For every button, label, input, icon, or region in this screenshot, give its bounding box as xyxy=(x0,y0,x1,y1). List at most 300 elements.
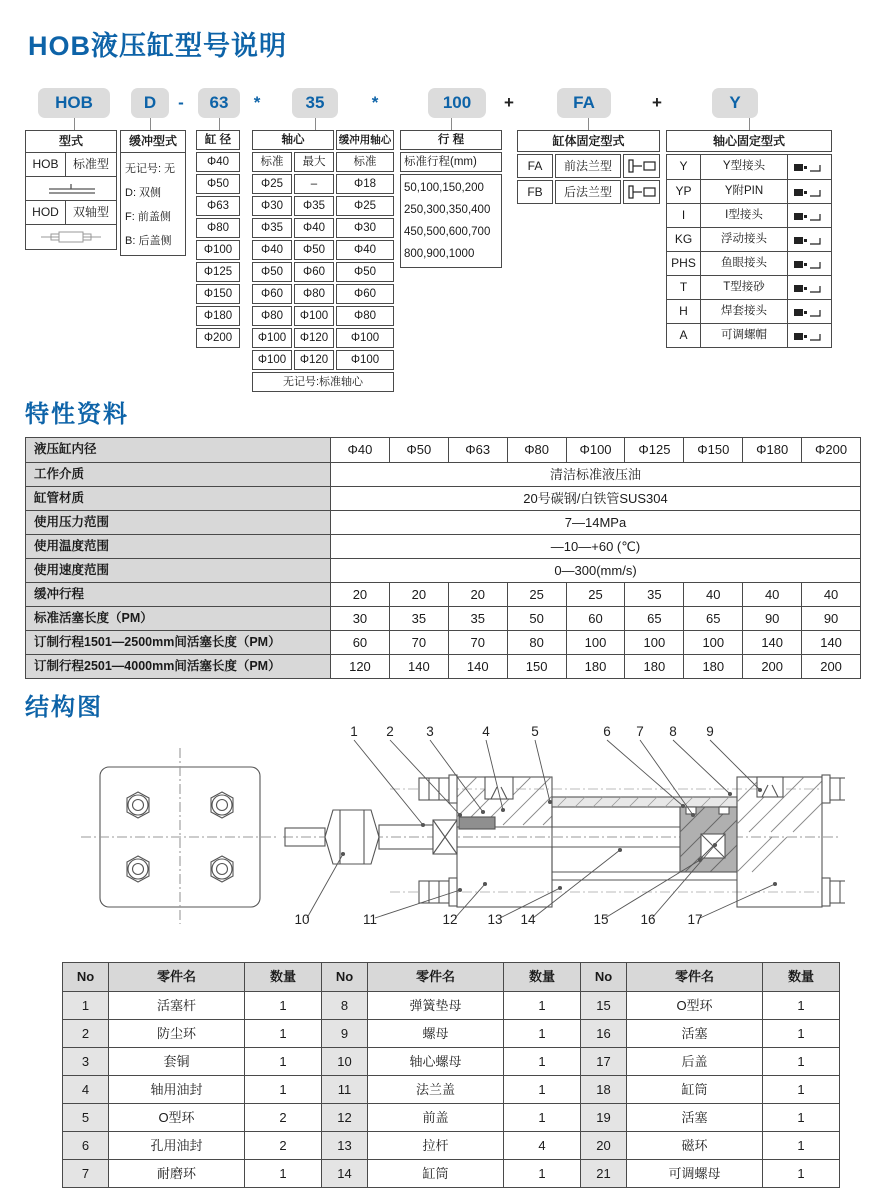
part-name: 螺母 xyxy=(368,1020,504,1047)
part-qty: 1 xyxy=(797,1054,805,1069)
part-name: 缸筒 xyxy=(368,1160,504,1187)
bore-value: Φ63 xyxy=(196,196,240,216)
part-callout: 4 xyxy=(482,724,490,739)
spec-value: 20 xyxy=(389,583,448,606)
parts-col-name: 零件名 xyxy=(627,963,763,991)
parts-row xyxy=(63,1131,321,1159)
parts-row xyxy=(63,1047,321,1075)
spec-value: 100 xyxy=(624,631,683,654)
shaft-row xyxy=(252,218,394,238)
shaft-table xyxy=(252,130,394,392)
parts-row xyxy=(63,1103,321,1131)
bore-value: Φ40 xyxy=(196,152,240,172)
parts-row xyxy=(581,1075,839,1103)
part-name: O型环 xyxy=(109,1104,245,1131)
shaft-standard: Φ60 xyxy=(252,284,292,304)
spec-value: Φ180 xyxy=(742,438,801,462)
shaft-fix-row xyxy=(667,299,831,323)
part-qty: 1 xyxy=(538,1026,546,1041)
shaft-row xyxy=(252,174,394,194)
spec-section-title: 特性资料 xyxy=(25,401,129,428)
spec-value: 60 xyxy=(566,607,625,630)
part-no: 19 xyxy=(581,1104,627,1131)
spec-value: Φ125 xyxy=(624,438,683,462)
spec-row xyxy=(26,558,860,582)
joint-type-icon xyxy=(788,204,831,227)
cushion-type-table xyxy=(120,130,186,256)
joint-type-icon xyxy=(788,276,831,299)
spec-value: 35 xyxy=(448,607,507,630)
part-name: 活塞 xyxy=(627,1020,763,1047)
body-fix-row xyxy=(517,180,660,204)
shaft-table-header: 轴心 xyxy=(252,130,334,150)
spec-value: Φ100 xyxy=(566,438,625,462)
parts-col-qty: 数量 xyxy=(528,969,555,984)
shaft-fix-code: I xyxy=(667,204,701,227)
part-qty: 1 xyxy=(279,1054,287,1069)
model-code-pill-body-fix: FA xyxy=(557,88,611,118)
shaft-fix-row xyxy=(667,227,831,251)
spec-value: 20 xyxy=(352,587,368,602)
type-name: 标准型 xyxy=(72,157,109,171)
part-qty: 1 xyxy=(797,998,805,1013)
model-code-pill-shaft-fix: Y xyxy=(712,88,758,118)
spec-row xyxy=(26,654,860,678)
spec-value: 清洁标准液压油 xyxy=(549,467,641,482)
type-name: 双轴型 xyxy=(72,205,109,219)
spec-row xyxy=(26,462,860,486)
shaft-max: Φ50 xyxy=(294,240,334,260)
parts-row xyxy=(581,991,839,1019)
cushion-table-header: 缓冲型式 xyxy=(121,131,185,153)
spec-value: 40 xyxy=(683,583,742,606)
shaft-fix-table xyxy=(666,130,832,348)
part-no: 3 xyxy=(63,1048,109,1075)
joint-type-icon xyxy=(788,252,831,275)
shaft-fix-row xyxy=(667,179,831,203)
spec-value: Φ50 xyxy=(389,438,448,462)
part-qty: 1 xyxy=(538,1166,546,1181)
part-qty: 1 xyxy=(279,1166,287,1181)
parts-row xyxy=(322,1159,580,1187)
stroke-table-header: 行 程 xyxy=(400,130,502,150)
part-callout: 6 xyxy=(603,724,611,739)
bore-table xyxy=(196,130,240,348)
parts-row xyxy=(581,1131,839,1159)
bore-value: Φ180 xyxy=(196,306,240,326)
spec-value: 180 xyxy=(624,655,683,678)
bore-value: Φ100 xyxy=(196,240,240,260)
part-no: 16 xyxy=(581,1020,627,1047)
part-qty: 1 xyxy=(279,998,287,1013)
spec-value: 25 xyxy=(507,583,566,606)
part-no: 2 xyxy=(63,1020,109,1047)
cushion-shaft-standard: Φ18 xyxy=(336,174,394,194)
parts-row xyxy=(581,1103,839,1131)
parts-row xyxy=(63,1019,321,1047)
shaft-fix-name: 焊套接头 xyxy=(701,300,788,323)
shaft-standard: Φ30 xyxy=(252,196,292,216)
part-no: 14 xyxy=(322,1160,368,1187)
parts-col-no: No xyxy=(322,963,368,991)
part-qty: 1 xyxy=(797,1110,805,1125)
part-name: 孔用油封 xyxy=(109,1132,245,1159)
type-table-header: 型式 xyxy=(26,131,116,153)
spec-table xyxy=(25,437,861,679)
part-callout: 3 xyxy=(426,724,434,739)
part-callout: 5 xyxy=(531,724,539,739)
part-no: 21 xyxy=(581,1160,627,1187)
body-fix-name: 后法兰型 xyxy=(555,180,621,204)
parts-group-1 xyxy=(62,962,322,1188)
part-no: 8 xyxy=(322,992,368,1019)
shaft-standard: Φ35 xyxy=(252,218,292,238)
spec-value: 65 xyxy=(624,607,683,630)
part-qty: 1 xyxy=(797,1026,805,1041)
shaft-table-footnote: 无记号:标准轴心 xyxy=(252,372,394,392)
model-code-separator: - xyxy=(178,93,184,112)
spec-value: 100 xyxy=(566,631,625,654)
shaft-fix-row xyxy=(667,203,831,227)
type-code: HOB xyxy=(26,153,66,176)
part-callout: 7 xyxy=(636,724,644,739)
part-callout: 2 xyxy=(386,724,394,739)
part-qty: 1 xyxy=(797,1166,805,1181)
shaft-standard: Φ25 xyxy=(252,174,292,194)
spec-value: 35 xyxy=(624,583,683,606)
spec-value: 70 xyxy=(389,631,448,654)
part-callout: 10 xyxy=(294,912,310,927)
part-no: 7 xyxy=(63,1160,109,1187)
shaft-max: Φ120 xyxy=(294,350,334,370)
spec-value: 60 xyxy=(352,635,368,650)
hob-standard-cylinder-symbol xyxy=(26,177,116,201)
part-no: 4 xyxy=(63,1076,109,1103)
connector-line xyxy=(150,118,151,130)
model-code-pill-series: HOB xyxy=(38,88,110,118)
shaft-row xyxy=(252,350,394,370)
part-no: 6 xyxy=(63,1132,109,1159)
shaft-fix-row xyxy=(667,155,831,179)
connector-line xyxy=(588,118,589,130)
part-no: 15 xyxy=(581,992,627,1019)
shaft-max: Φ100 xyxy=(294,306,334,326)
part-qty: 1 xyxy=(538,1054,546,1069)
shaft-max: – xyxy=(294,174,334,194)
model-code-separator: * xyxy=(253,93,261,112)
spec-value: 35 xyxy=(389,607,448,630)
stroke-table xyxy=(400,130,502,268)
shaft-subheader: 最大 xyxy=(294,152,334,172)
spec-value: 140 xyxy=(448,655,507,678)
spec-row xyxy=(26,582,860,606)
spec-value: 80 xyxy=(507,631,566,654)
spec-row xyxy=(26,510,860,534)
cushion-shaft-standard: Φ60 xyxy=(336,284,394,304)
part-qty: 1 xyxy=(797,1138,805,1153)
shaft-fix-code: H xyxy=(667,300,701,323)
cushion-shaft-header: 缓冲用轴心 xyxy=(336,130,394,150)
body-fix-header: 缸体固定型式 xyxy=(517,130,660,152)
spec-value: Φ200 xyxy=(801,438,860,462)
model-code-pill-shaft: 35 xyxy=(292,88,338,118)
shaft-fix-code: Y xyxy=(667,155,701,179)
shaft-fix-name: Y型接头 xyxy=(701,155,788,179)
spec-label: 液压缸内径 xyxy=(26,438,331,462)
shaft-max: Φ40 xyxy=(294,218,334,238)
joint-type-icon xyxy=(788,228,831,251)
spec-value: 65 xyxy=(683,607,742,630)
spec-value: Φ63 xyxy=(448,438,507,462)
cylinder-section-view xyxy=(283,775,845,907)
parts-group-3 xyxy=(580,962,840,1188)
shaft-max: Φ80 xyxy=(294,284,334,304)
model-code-separator: + xyxy=(504,93,514,112)
shaft-max: Φ120 xyxy=(294,328,334,348)
cushion-shaft-standard: Φ40 xyxy=(336,240,394,260)
shaft-row xyxy=(252,196,394,216)
connector-line xyxy=(749,118,750,130)
part-name: 活塞杆 xyxy=(109,992,245,1019)
part-callout: 16 xyxy=(640,912,656,927)
spec-value: 100 xyxy=(683,631,742,654)
part-name: 拉杆 xyxy=(368,1132,504,1159)
spec-label: 缓冲行程 xyxy=(26,583,331,606)
shaft-standard: Φ40 xyxy=(252,240,292,260)
body-fix-name: 前法兰型 xyxy=(555,154,621,178)
body-fix-code: FB xyxy=(517,180,553,204)
model-code-pill-cushion: D xyxy=(131,88,169,118)
cushion-option: D: 双侧 xyxy=(125,187,162,199)
part-no: 1 xyxy=(63,992,109,1019)
bore-value: Φ80 xyxy=(196,218,240,238)
shaft-row xyxy=(252,262,394,282)
spec-row xyxy=(26,606,860,630)
spec-value: 70 xyxy=(448,631,507,654)
spec-row xyxy=(26,534,860,558)
part-no: 13 xyxy=(322,1132,368,1159)
type-table xyxy=(25,130,117,250)
stroke-subheader: 标准行程(mm) xyxy=(400,152,502,172)
part-name: 法兰盖 xyxy=(368,1076,504,1103)
part-qty: 1 xyxy=(538,998,546,1013)
spec-value: Φ40 xyxy=(347,442,373,457)
part-name: 缸筒 xyxy=(627,1076,763,1103)
shaft-fix-row xyxy=(667,251,831,275)
spec-label: 使用速度范围 xyxy=(26,559,331,582)
part-callout: 11 xyxy=(362,912,377,927)
spec-value: 20 xyxy=(448,583,507,606)
part-qty: 2 xyxy=(279,1138,287,1153)
bore-value: Φ50 xyxy=(196,174,240,194)
part-no: 5 xyxy=(63,1104,109,1131)
spec-value: 140 xyxy=(801,631,860,654)
body-fix-table xyxy=(517,130,660,204)
shaft-fix-code: PHS xyxy=(667,252,701,275)
body-fix-row xyxy=(517,154,660,178)
joint-type-icon xyxy=(788,180,831,203)
spec-value: 140 xyxy=(742,631,801,654)
part-name: 防尘环 xyxy=(109,1020,245,1047)
part-name: O型环 xyxy=(627,992,763,1019)
stroke-values: 50,100,150,200 xyxy=(404,182,484,194)
model-code-pill-stroke: 100 xyxy=(428,88,486,118)
spec-row xyxy=(26,438,860,462)
structure-section-title: 结构图 xyxy=(25,694,103,721)
bore-value: Φ200 xyxy=(196,328,240,348)
spec-value: 150 xyxy=(507,655,566,678)
cushion-shaft-standard: Φ50 xyxy=(336,262,394,282)
part-name: 套铜 xyxy=(109,1048,245,1075)
part-qty: 1 xyxy=(279,1082,287,1097)
part-name: 可调螺母 xyxy=(627,1160,763,1187)
parts-row xyxy=(63,1159,321,1187)
cushion-option: F: 前盖侧 xyxy=(125,211,171,223)
connector-line xyxy=(315,118,316,130)
part-no: 10 xyxy=(322,1048,368,1075)
spec-value: 40 xyxy=(742,583,801,606)
cushion-option: 无记号: 无 xyxy=(125,163,176,175)
spec-value: Φ150 xyxy=(683,438,742,462)
shaft-fix-name: Y附PIN xyxy=(701,180,788,203)
spec-value: 140 xyxy=(389,655,448,678)
shaft-standard: Φ100 xyxy=(252,328,292,348)
spec-value: 180 xyxy=(566,655,625,678)
spec-value: 200 xyxy=(801,655,860,678)
flange-mount-icon xyxy=(623,154,660,178)
shaft-standard: Φ80 xyxy=(252,306,292,326)
shaft-standard: Φ100 xyxy=(252,350,292,370)
parts-row xyxy=(581,1047,839,1075)
spec-value: 25 xyxy=(566,583,625,606)
page-title: HOB液压缸型号说明 xyxy=(28,31,287,61)
stroke-values: 450,500,600,700 xyxy=(404,226,491,238)
shaft-standard: Φ50 xyxy=(252,262,292,282)
part-callout: 12 xyxy=(442,912,458,927)
type-code: HOD xyxy=(26,201,66,224)
shaft-fix-name: 浮动接头 xyxy=(701,228,788,251)
spec-label: 工作介质 xyxy=(26,463,331,486)
model-code-separator: * xyxy=(371,93,379,112)
spec-value: 90 xyxy=(742,607,801,630)
cushion-shaft-standard: Φ25 xyxy=(336,196,394,216)
cushion-shaft-standard: Φ80 xyxy=(336,306,394,326)
spec-value: 90 xyxy=(801,607,860,630)
part-callout: 1 xyxy=(350,724,358,739)
shaft-max: Φ35 xyxy=(294,196,334,216)
flange-front-view xyxy=(81,748,279,924)
shaft-max: Φ60 xyxy=(294,262,334,282)
part-qty: 1 xyxy=(279,1026,287,1041)
spec-value: —10—+60 (℃) xyxy=(550,539,641,554)
shaft-fix-row xyxy=(667,323,831,347)
bore-table-header: 缸 径 xyxy=(196,130,240,150)
part-no: 17 xyxy=(581,1048,627,1075)
part-name: 轴用油封 xyxy=(109,1076,245,1103)
shaft-row xyxy=(252,328,394,348)
part-name: 磁环 xyxy=(627,1132,763,1159)
parts-row xyxy=(322,991,580,1019)
spec-value: Φ80 xyxy=(507,438,566,462)
stroke-values: 800,900,1000 xyxy=(404,248,475,260)
shaft-subheader: 标准 xyxy=(252,152,292,172)
spec-value: 30 xyxy=(352,611,368,626)
shaft-row xyxy=(252,240,394,260)
joint-type-icon xyxy=(788,324,831,347)
structure-diagram xyxy=(35,722,845,957)
spec-value: 180 xyxy=(683,655,742,678)
parts-col-name: 零件名 xyxy=(368,963,504,991)
part-name: 前盖 xyxy=(368,1104,504,1131)
bore-value: Φ125 xyxy=(196,262,240,282)
shaft-fix-name: 鱼眼接头 xyxy=(701,252,788,275)
bore-value: Φ150 xyxy=(196,284,240,304)
cushion-shaft-standard: Φ100 xyxy=(336,328,394,348)
part-name: 弹簧垫母 xyxy=(368,992,504,1019)
joint-type-icon xyxy=(788,155,831,179)
parts-col-no: No xyxy=(63,963,109,991)
parts-col-qty: 数量 xyxy=(787,969,814,984)
part-name: 轴心螺母 xyxy=(368,1048,504,1075)
model-code-separator: + xyxy=(652,93,662,112)
parts-row xyxy=(322,1019,580,1047)
connector-line xyxy=(219,118,220,130)
shaft-row xyxy=(252,306,394,326)
spec-label: 标准活塞长度（PM） xyxy=(26,607,331,630)
spec-value: 7—14MPa xyxy=(564,515,627,530)
joint-type-icon xyxy=(788,300,831,323)
part-qty: 1 xyxy=(797,1082,805,1097)
part-no: 18 xyxy=(581,1076,627,1103)
parts-row xyxy=(322,1075,580,1103)
shaft-fix-code: YP xyxy=(667,180,701,203)
spec-label: 使用温度范围 xyxy=(26,535,331,558)
parts-row xyxy=(322,1131,580,1159)
shaft-fix-row xyxy=(667,275,831,299)
parts-row xyxy=(322,1047,580,1075)
parts-row xyxy=(63,991,321,1019)
stroke-values: 250,300,350,400 xyxy=(404,204,491,216)
shaft-row xyxy=(252,284,394,304)
spec-row xyxy=(26,486,860,510)
connector-line xyxy=(451,118,452,130)
connector-line xyxy=(74,118,75,130)
spec-value: 40 xyxy=(801,583,860,606)
part-qty: 4 xyxy=(538,1138,546,1153)
parts-col-qty: 数量 xyxy=(269,969,296,984)
spec-label: 缸管材质 xyxy=(26,487,331,510)
shaft-fix-code: T xyxy=(667,276,701,299)
spec-label: 订制行程2501—4000mm间活塞长度（PM） xyxy=(26,655,331,678)
part-no: 11 xyxy=(322,1076,368,1103)
parts-row xyxy=(322,1103,580,1131)
shaft-fix-name: I型接头 xyxy=(701,204,788,227)
spec-value: 50 xyxy=(507,607,566,630)
parts-row xyxy=(581,1159,839,1187)
part-qty: 1 xyxy=(538,1110,546,1125)
spec-row xyxy=(26,630,860,654)
spec-label: 使用压力范围 xyxy=(26,511,331,534)
parts-row xyxy=(63,1075,321,1103)
spec-label: 订制行程1501—2500mm间活塞长度（PM） xyxy=(26,631,331,654)
model-code-pill-bore: 63 xyxy=(198,88,240,118)
parts-row xyxy=(581,1019,839,1047)
part-name: 活塞 xyxy=(627,1104,763,1131)
spec-value: 200 xyxy=(742,655,801,678)
shaft-fix-name: 可调螺帽 xyxy=(701,324,788,347)
parts-col-name: 零件名 xyxy=(109,963,245,991)
shaft-fix-code: A xyxy=(667,324,701,347)
